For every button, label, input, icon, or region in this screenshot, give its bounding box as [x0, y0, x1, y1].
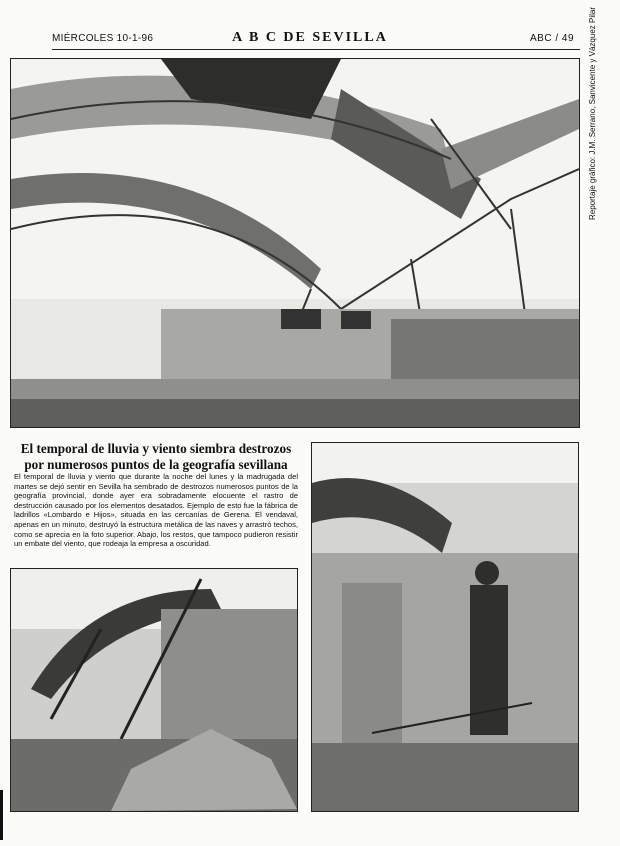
masthead-rule — [52, 49, 580, 50]
article-body: El temporal de lluvia y viento que durante la noche del lunes y la madrugada del martes se dejó sentir en Sevilla ha sembrado de destrozos numerosos puntos de la geografía provincial, donde ayer era sobradamente elocuente el rastro de destrucción causado por los elementos desatados. Ejemplo de esto fue la fábrica de ladrillos «Lombardo e Hijos», situada en las cercanías de Gerena. El vendaval, apenas en un minuto, destruyó la estructura metálica de las naves y arrastró techos, como se aprecia en la foto superior. Abajo, los restos, que tampoco pudieron resistir un embate del viento, que rodeaja la empresa a oscuridad. — [14, 472, 298, 549]
page-number: ABC / 49 — [530, 33, 575, 44]
headline-line-1: El temporal de lluvia y viento siembra destrozos — [20, 441, 292, 456]
photo-credit: Reportaje gráfico: J.M. Serrano, Sanvicente y Vázquez Pilar — [588, 7, 597, 220]
issue-date: MIÉRCOLES 10-1-96 — [52, 33, 154, 44]
newspaper-title: A B C DE SEVILLA — [232, 30, 388, 45]
masthead — [0, 30, 620, 50]
page-edge-mark — [0, 790, 3, 840]
top-photo — [10, 58, 580, 428]
article-headline — [14, 441, 298, 473]
bottom-left-photo — [10, 568, 298, 812]
headline-line-2: por numerosos puntos de la geografía sevillana — [24, 457, 288, 472]
bottom-right-photo — [311, 442, 579, 812]
